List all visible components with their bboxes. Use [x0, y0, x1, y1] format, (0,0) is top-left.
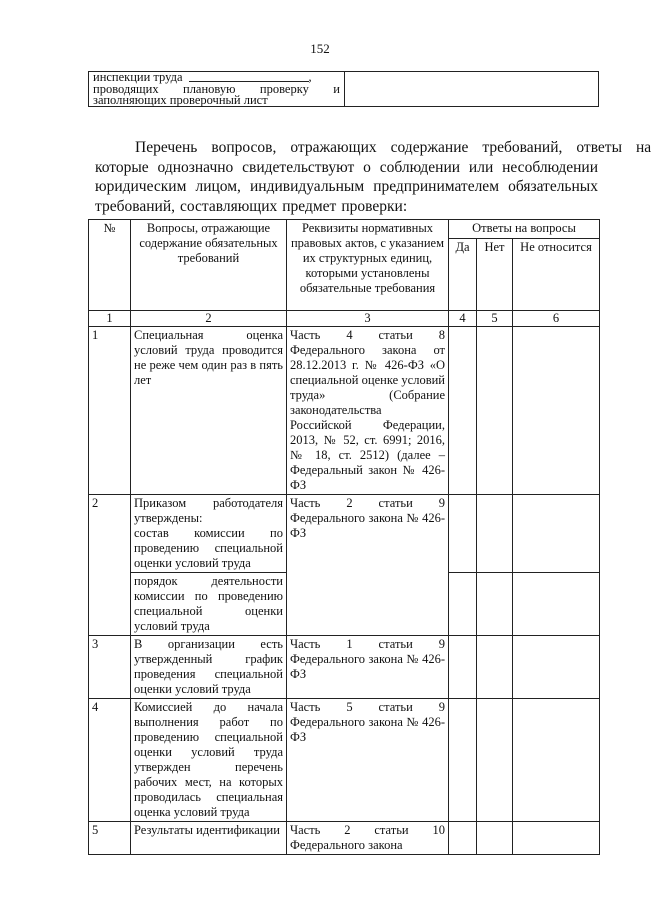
row-requisite: Часть 1 статьи 9 Федерального закона № 426-ФЗ [287, 636, 449, 699]
table-header-row [89, 220, 600, 239]
answer-na-cell[interactable] [513, 636, 600, 699]
header-no: Нет [477, 239, 513, 311]
row-number: 3 [89, 636, 131, 699]
column-numbers-row: 1 2 3 4 5 6 [89, 311, 600, 327]
row-number: 1 [89, 327, 131, 495]
answer-yes-cell[interactable] [449, 327, 477, 495]
row-number: 2 [89, 495, 131, 636]
row-subquestion: порядок деятельности комиссии по проведению специальной оценки условий труда [131, 573, 287, 636]
answer-yes-cell[interactable] [449, 636, 477, 699]
row-number: 4 [89, 699, 131, 822]
row-question: Результаты идентификации [131, 822, 287, 855]
blank-underline [189, 72, 309, 82]
intro-paragraph [95, 138, 651, 216]
answer-no-cell[interactable] [477, 636, 513, 699]
answer-na-cell[interactable] [513, 822, 600, 855]
header-yes: Да [449, 239, 477, 311]
intro-line: требований, составляющих предмет проверки: [95, 197, 408, 215]
row-requisite: Часть 4 статьи 8 Федерального закона от 28.12.2013 г. № 426-ФЗ «О специальной оценке условий труда» (Собрание законодательства Российской Федерации, 2013, № 52, ст. 6991; 2016, № 18, ст. 2512) (далее – Федеральный закон № 426-ФЗ [287, 327, 449, 495]
header-num: № [89, 220, 131, 311]
row-question: Комиссией до начала выполнения работ по проведению специальной оценки условий труда утвержден перечень рабочих мест, на которых проводилась специальная оценка условий труда [131, 699, 287, 822]
answer-yes-cell[interactable] [449, 822, 477, 855]
table-row [89, 327, 600, 495]
header-line-2: проводящих плановую проверку и [93, 81, 340, 96]
row-question: В организации есть утвержденный график проведения специальной оценки условий труда [131, 636, 287, 699]
answer-no-cell[interactable] [477, 495, 513, 573]
table-row [89, 495, 600, 573]
row-subquestion: состав комиссии по проведению специальной оценки условий труда [134, 526, 283, 570]
answer-na-cell[interactable] [513, 699, 600, 822]
answer-no-cell[interactable] [477, 822, 513, 855]
requirements-table [88, 219, 600, 855]
answer-na-cell[interactable] [513, 495, 600, 573]
answer-na-cell[interactable] [513, 327, 600, 495]
row-requisite: Часть 2 статьи 9 Федерального закона № 426-ФЗ [287, 495, 449, 636]
header-requisites: Реквизиты нормативных правовых актов, с указанием их структурных единиц, которыми установлены обязательные требования [287, 220, 449, 311]
answer-yes-cell[interactable] [449, 573, 477, 636]
table-row [89, 636, 600, 699]
header-na: Не относится [513, 239, 600, 311]
header-answers: Ответы на вопросы [449, 220, 600, 239]
intro-line: юридическим лицом, индивидуальным предпринимателем обязательных [95, 178, 598, 195]
row-number: 5 [89, 822, 131, 855]
header-line-1: инспекции труда [93, 70, 183, 84]
row-question: Приказом работодателя утверждены: состав комиссии по проведению специальной оценки условий труда [131, 495, 287, 573]
table-row [89, 822, 600, 855]
intro-line: Перечень вопросов, отражающих содержание требований, ответы на [135, 139, 651, 156]
answer-no-cell[interactable] [477, 573, 513, 636]
answer-no-cell[interactable] [477, 327, 513, 495]
table-row [89, 699, 600, 822]
answer-yes-cell[interactable] [449, 699, 477, 822]
header-box-text: инспекции труда , проводящих плановую проверку и заполняющих проверочный лист [89, 72, 345, 106]
answer-na-cell[interactable] [513, 573, 600, 636]
page-number: 152 [310, 41, 330, 56]
header-questions: Вопросы, отражающие содержание обязательных требований [131, 220, 287, 311]
row-requisite: Часть 2 статьи 10 Федерального закона [287, 822, 449, 855]
answer-yes-cell[interactable] [449, 495, 477, 573]
answer-no-cell[interactable] [477, 699, 513, 822]
header-box-empty-cell [345, 72, 598, 106]
header-box [88, 71, 599, 107]
intro-line: которые однозначно свидетельствуют о соблюдении или несоблюдении [95, 158, 598, 176]
header-line-3: заполняющих проверочный лист [93, 93, 268, 108]
row-question: Специальная оценка условий труда проводится не реже чем один раз в пять лет [131, 327, 287, 495]
row-requisite: Часть 5 статьи 9 Федерального закона № 426-ФЗ [287, 699, 449, 822]
